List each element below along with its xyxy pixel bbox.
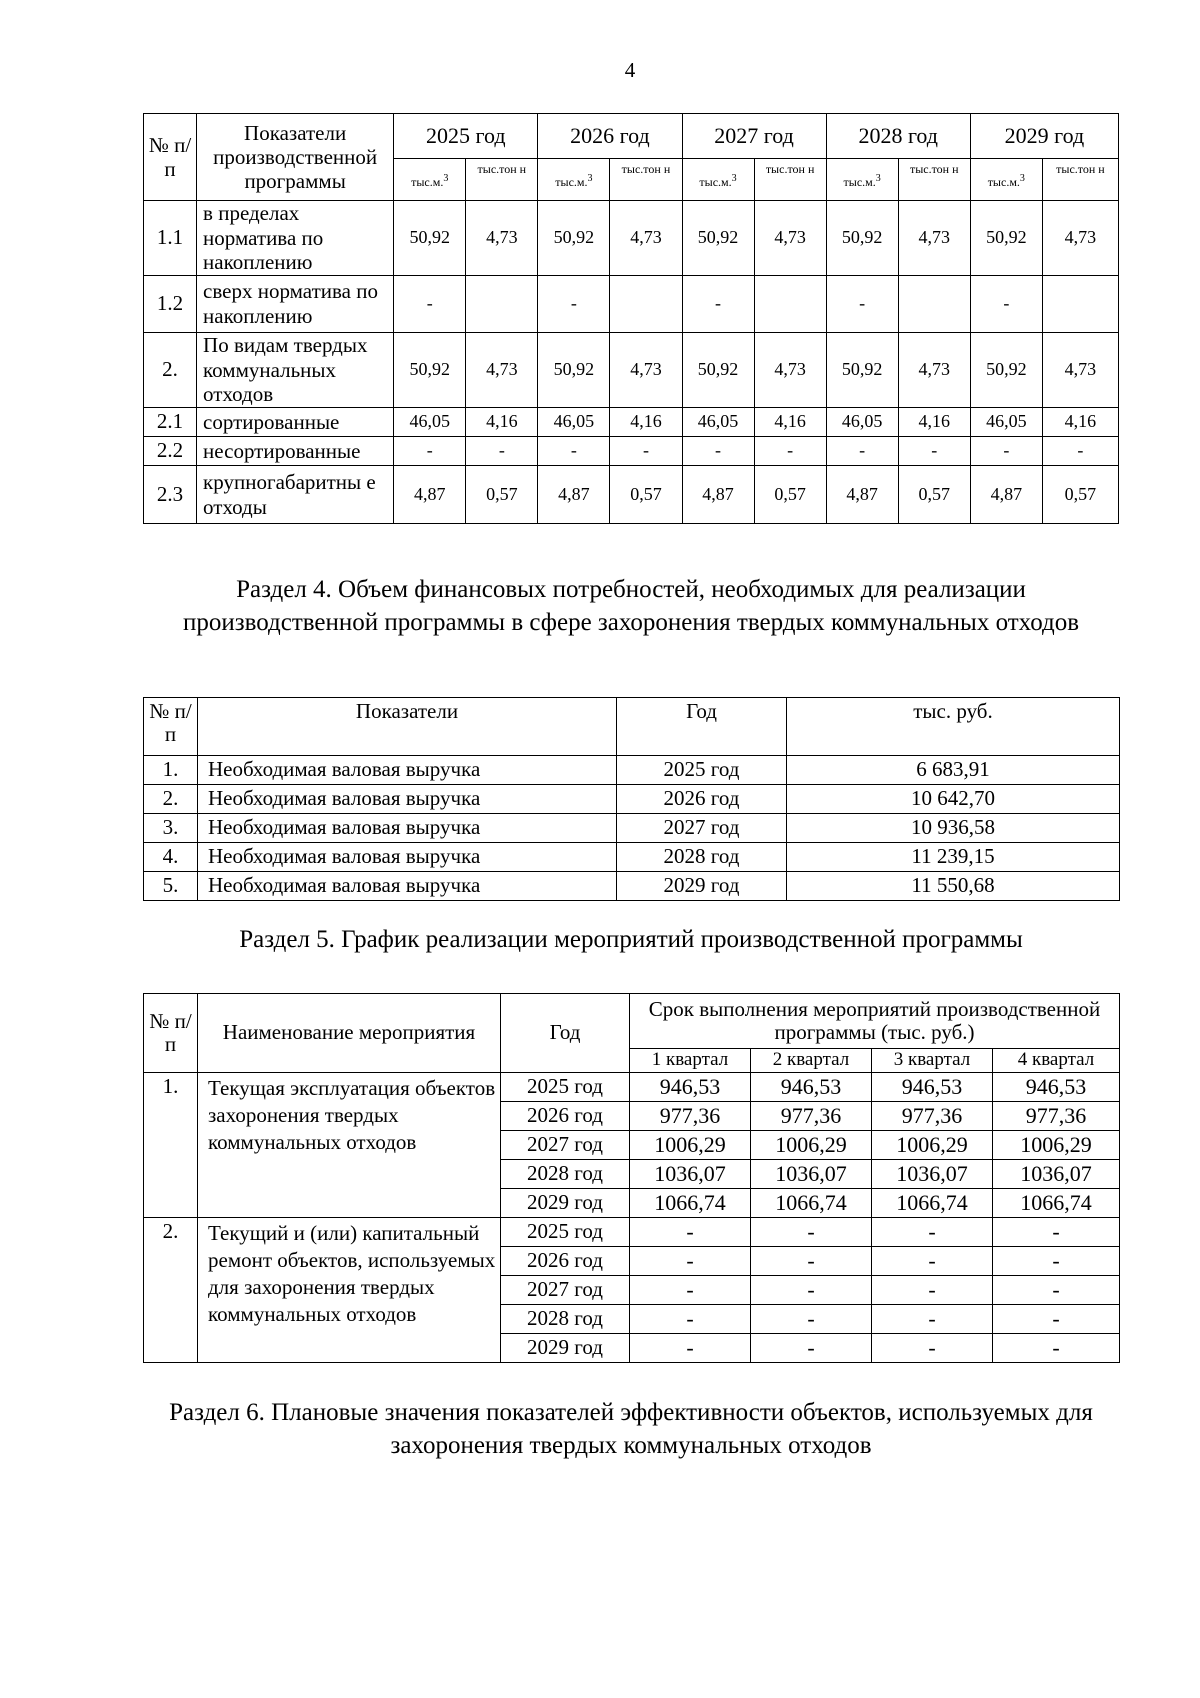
row-amount: 10 642,70 [787,785,1120,814]
quarter-value: - [872,1334,993,1363]
table-row [144,785,1120,814]
row-index: 2.1 [144,408,197,437]
row-year: 2028 год [501,1160,630,1189]
row-index: 3. [144,814,198,843]
quarter-value: 977,36 [872,1102,993,1131]
row-year: 2026 год [501,1247,630,1276]
row-index: 2. [144,785,198,814]
row-value: - [466,437,538,466]
quarter-value: - [751,1218,872,1247]
quarter-value: - [751,1276,872,1305]
unit-volume: тыс.м.$^3$ [538,159,610,201]
row-index: 4. [144,843,198,872]
row-value: 46,05 [394,408,466,437]
row-year: 2029 год [501,1334,630,1363]
quarter-value: - [872,1276,993,1305]
table-row [144,333,1119,408]
row-year: 2025 год [617,756,787,785]
row-value: 0,57 [754,466,826,524]
row-value [898,276,970,333]
unit-volume: тыс.м.$^3$ [394,159,466,201]
row-year: 2026 год [617,785,787,814]
table-row [144,756,1120,785]
measure-name: Текущий и (или) капитальный ремонт объектов, используемых для захоронения твердых коммунальных отходов [198,1218,501,1363]
quarter-value: - [630,1276,751,1305]
row-value: 4,87 [682,466,754,524]
table-row [144,276,1119,333]
quarter-value: 1036,07 [872,1160,993,1189]
row-year: 2029 год [501,1189,630,1218]
row-value: 50,92 [682,201,754,276]
section-6-title: Раздел 6. Плановые значения показателей эффективности объектов, используемых для захоронения твердых коммунальных отходов [169,1399,1093,1459]
row-value: 0,57 [610,466,682,524]
quarter-value: - [630,1218,751,1247]
row-value: 46,05 [682,408,754,437]
unit-mass: тыс.тон н [898,159,970,201]
quarter-value: 1066,74 [630,1189,751,1218]
quarter-value: - [993,1276,1120,1305]
quarter-value: 946,53 [872,1073,993,1102]
unit-volume: тыс.м.$^3$ [682,159,754,201]
quarter-value: - [993,1218,1120,1247]
row-value: 46,05 [538,408,610,437]
quarter-value: 1066,74 [751,1189,872,1218]
row-value: 4,16 [466,408,538,437]
row-name: крупногабаритны е отходы [197,466,394,524]
row-index: 2. [144,333,197,408]
unit-mass: тыс.тон н [754,159,826,201]
row-value: 50,92 [394,201,466,276]
production-volume-table [143,113,1119,524]
row-value: 4,87 [538,466,610,524]
row-value: - [970,276,1042,333]
row-value: - [826,276,898,333]
quarter-value: - [751,1334,872,1363]
row-value: 4,73 [898,201,970,276]
schedule-rows [144,1073,1120,1363]
quarter-value: 946,53 [630,1073,751,1102]
quarter-value: - [630,1334,751,1363]
row-name: Необходимая валовая выручка [198,785,617,814]
row-value [466,276,538,333]
row-name: По видам твердых коммунальных отходов [197,333,394,408]
header-year: 2028 год [826,114,970,159]
row-value: - [682,437,754,466]
header-term: Срок выполнения мероприятий производственной программы (тыс. руб.) [630,994,1120,1049]
unit-volume: тыс.м.$^3$ [970,159,1042,201]
quarter-value: - [993,1334,1120,1363]
row-year: 2027 год [617,814,787,843]
unit-mass: тыс.тон н [1042,159,1118,201]
table-row [144,201,1119,276]
page-number: 4 [624,58,636,82]
quarter-value: 946,53 [751,1073,872,1102]
table-row [144,466,1119,524]
row-value: 50,92 [682,333,754,408]
header-num: № п/ п [144,114,197,201]
row-value: 4,16 [754,408,826,437]
quarter-value: 1006,29 [630,1131,751,1160]
row-value: - [394,276,466,333]
table-row [144,872,1120,901]
row-value: 4,87 [394,466,466,524]
row-value: - [970,437,1042,466]
header-quarter: 2 квартал [751,1049,872,1073]
quarter-value: - [872,1218,993,1247]
row-value: 4,73 [466,201,538,276]
row-amount: 6 683,91 [787,756,1120,785]
row-index: 2.3 [144,466,197,524]
header-quarter: 4 квартал [993,1049,1120,1073]
row-index: 1.2 [144,276,197,333]
quarter-value: - [751,1247,872,1276]
row-value: 4,73 [898,333,970,408]
row-value: 4,73 [754,201,826,276]
row-name: в пределах норматива по накоплению [197,201,394,276]
row-year: 2025 год [501,1073,630,1102]
header-num: № п/п [144,994,198,1073]
row-value: - [538,276,610,333]
row-value: - [754,437,826,466]
row-value [754,276,826,333]
row-index: 5. [144,872,198,901]
row-name: Необходимая валовая выручка [198,756,617,785]
row-value: 4,16 [610,408,682,437]
quarter-value: - [630,1305,751,1334]
quarter-value: 1006,29 [993,1131,1120,1160]
row-value: 46,05 [970,408,1042,437]
production-volume-rows [144,201,1119,524]
row-name: Необходимая валовая выручка [198,872,617,901]
header-year: Год [501,994,630,1073]
row-value: 50,92 [538,201,610,276]
unit-mass: тыс.тон н [610,159,682,201]
quarter-value: - [993,1247,1120,1276]
quarter-value: - [872,1247,993,1276]
header-year: 2025 год [394,114,538,159]
quarter-value: 946,53 [993,1073,1120,1102]
row-value: 4,73 [610,201,682,276]
schedule-table [143,993,1120,1363]
row-index: 1. [144,756,198,785]
financial-needs-rows [144,756,1120,901]
table-row [144,437,1119,466]
row-name: сортированные [197,408,394,437]
table-row [144,1218,1120,1247]
table-row [144,843,1120,872]
row-year: 2025 год [501,1218,630,1247]
quarter-value: 977,36 [751,1102,872,1131]
quarter-value: - [630,1247,751,1276]
row-value: 50,92 [970,333,1042,408]
quarter-value: 1036,07 [630,1160,751,1189]
row-value: 50,92 [826,201,898,276]
header-quarter: 1 квартал [630,1049,751,1073]
header-quarter: 3 квартал [872,1049,993,1073]
row-year: 2026 год [501,1102,630,1131]
header-year: 2027 год [682,114,826,159]
row-index: 1. [144,1073,198,1218]
quarter-value: 1066,74 [993,1189,1120,1218]
header-year: 2026 год [538,114,682,159]
row-value: 4,73 [1042,333,1118,408]
quarter-value: 1036,07 [993,1160,1120,1189]
row-year: 2029 год [617,872,787,901]
row-value: - [610,437,682,466]
row-name: Необходимая валовая выручка [198,843,617,872]
row-amount: 11 550,68 [787,872,1120,901]
quarter-value: 1006,29 [872,1131,993,1160]
quarter-value: 977,36 [993,1102,1120,1131]
quarter-value: - [751,1305,872,1334]
row-amount: 10 936,58 [787,814,1120,843]
row-name: Необходимая валовая выручка [198,814,617,843]
row-value: 0,57 [466,466,538,524]
row-value: 46,05 [826,408,898,437]
financial-needs-table [143,697,1120,901]
row-value: - [826,437,898,466]
row-year: 2027 год [501,1131,630,1160]
row-value: - [682,276,754,333]
quarter-value: - [872,1305,993,1334]
header-year: 2029 год [970,114,1118,159]
row-value: - [898,437,970,466]
header-measure: Наименование мероприятия [198,994,501,1073]
row-index: 2.2 [144,437,197,466]
row-value: 4,73 [610,333,682,408]
row-value: - [1042,437,1118,466]
quarter-value: 1036,07 [751,1160,872,1189]
quarter-value: - [993,1305,1120,1334]
row-year: 2028 год [617,843,787,872]
unit-mass: тыс.тон н [466,159,538,201]
row-index: 1.1 [144,201,197,276]
row-value: 4,73 [466,333,538,408]
table-row [144,814,1120,843]
row-name: несортированные [197,437,394,466]
row-value: 4,16 [898,408,970,437]
row-year: 2028 год [501,1305,630,1334]
header-amount: тыс. руб. [787,698,1120,756]
unit-volume: тыс.м.$^3$ [826,159,898,201]
measure-name: Текущая эксплуатация объектов захоронения твердых коммунальных отходов [198,1073,501,1218]
header-indicator: Показатели производственной программы [197,114,394,201]
quarter-value: 1006,29 [751,1131,872,1160]
header-num: № п/п [144,698,198,756]
row-value: - [394,437,466,466]
section-5-title: Раздел 5. График реализации мероприятий производственной программы [239,926,1023,953]
row-value: 4,87 [826,466,898,524]
row-value: 50,92 [970,201,1042,276]
row-name: сверх норматива по накоплению [197,276,394,333]
row-value: 4,87 [970,466,1042,524]
row-value: 4,73 [754,333,826,408]
row-value: 50,92 [394,333,466,408]
row-amount: 11 239,15 [787,843,1120,872]
header-indicator: Показатели [198,698,617,756]
table-row [144,1073,1120,1102]
row-value [1042,276,1118,333]
row-value: 0,57 [1042,466,1118,524]
header-year: Год [617,698,787,756]
row-value: 50,92 [826,333,898,408]
quarter-value: 1066,74 [872,1189,993,1218]
row-year: 2027 год [501,1276,630,1305]
row-value: 0,57 [898,466,970,524]
row-value: - [538,437,610,466]
table-row [144,408,1119,437]
row-value: 50,92 [538,333,610,408]
quarter-value: 977,36 [630,1102,751,1131]
row-value [610,276,682,333]
row-value: 4,16 [1042,408,1118,437]
row-index: 2. [144,1218,198,1363]
section-4-title: Раздел 4. Объем финансовых потребностей, необходимых для реализации производственной программы в сфере захоронения твердых коммунальных отходов [182,576,1080,636]
row-value: 4,73 [1042,201,1118,276]
